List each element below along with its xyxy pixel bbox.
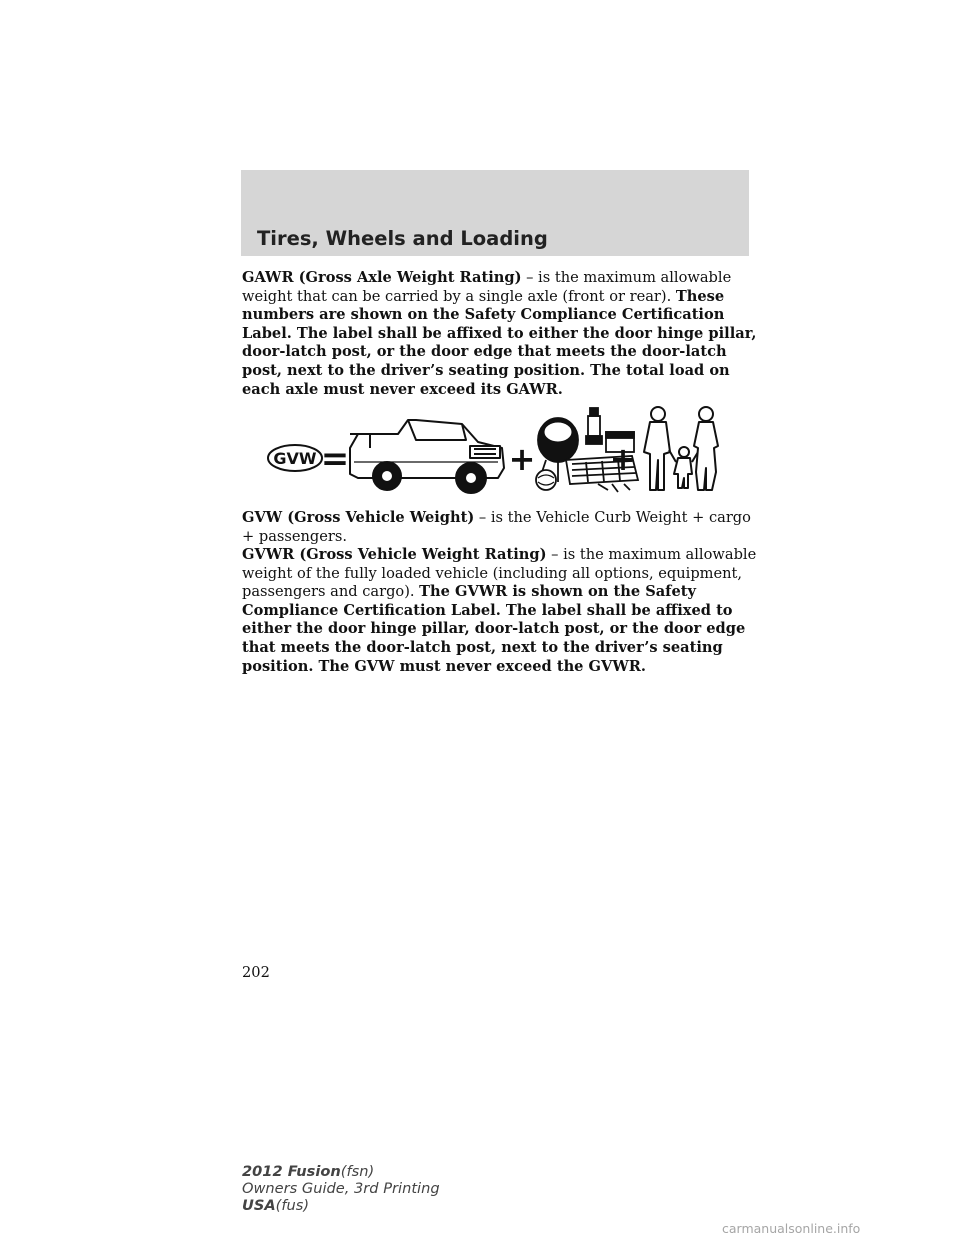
footer-line-2: Owners Guide, 3rd Printing <box>242 1180 440 1197</box>
gvw-term: GVW (Gross Vehicle Weight) <box>242 509 475 526</box>
gawr-note: These numbers are shown on the Safety Compliance Certification Label. The label shall be affixed to either the door hinge pillar, door-latch post, or the door edge that meets the door-latch post, next to the driver’s seating position. The total load on each axle must never exceed its GAWR. <box>242 287 757 398</box>
page-number: 202 <box>242 964 270 981</box>
gvw-badge <box>268 445 322 471</box>
gvwr-definition: – is the maximum allowable weight of the fully loaded vehicle (including all options, equipment, passengers and cargo). <box>242 546 757 601</box>
watermark-text: carmanualsonline.info <box>722 1221 861 1236</box>
gvwr-note: The GVWR is shown on the Safety Compliance Certification Label. The label shall be affixed to either the door hinge pillar, door-latch post, or the door edge that meets the door-latch post, next to the driver’s seating position. The GVW must never exceed the GVWR. <box>242 583 746 675</box>
footer-market-code: (fus) <box>275 1197 310 1214</box>
pickup-truck-icon <box>350 420 504 493</box>
gawr-term: GAWR (Gross Axle Weight Rating) <box>242 269 522 286</box>
section-header-bar <box>241 170 749 256</box>
footer-line-1 <box>242 1163 440 1180</box>
gvwr-term: GVWR (Gross Vehicle Weight Rating) <box>242 546 547 563</box>
section-title: Tires, Wheels and Loading <box>257 227 548 250</box>
equals-sign: = <box>320 439 350 479</box>
footer-market: USA <box>242 1197 276 1214</box>
footer <box>242 1163 440 1214</box>
plus-sign-2: + <box>609 440 637 478</box>
footer-line-3 <box>242 1197 440 1214</box>
gawr-definition: – is the maximum allowable weight that can be carried by a single axle (front or rear). <box>242 269 732 305</box>
gvw-illustration <box>266 402 726 494</box>
passengers-icon <box>644 407 718 490</box>
plus-sign-1: + <box>508 440 536 478</box>
gvw-definition: – is the Vehicle Curb Weight + cargo + passengers. <box>242 509 751 545</box>
footer-model: 2012 Fusion <box>242 1163 341 1180</box>
gvw-badge-label: GVW <box>273 449 317 468</box>
gawr-paragraph <box>242 269 762 399</box>
footer-model-code: (fsn) <box>340 1163 375 1180</box>
gvwr-paragraph <box>242 546 762 676</box>
gvw-paragraph <box>242 509 762 546</box>
